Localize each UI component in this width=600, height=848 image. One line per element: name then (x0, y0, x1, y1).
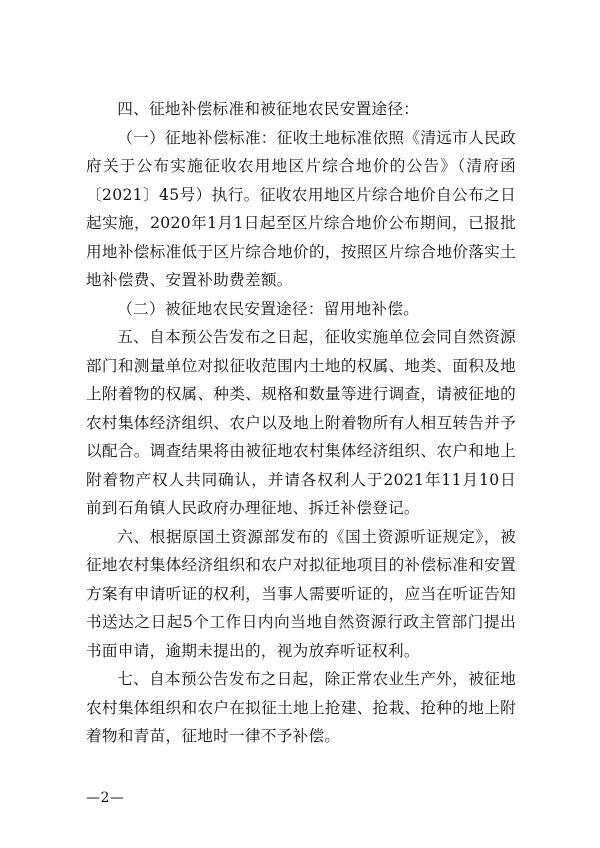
section-six-paragraph: 六、根据原国土资源部发布的《国土资源听证规定》，被征地农村集体经济组织和农户对拟征地项目的补偿标准和安置方案有申请听证的权利，当事人需要听证的，应当在听证告知书送达之日起5个工作日内向当地自然资源行政主管部门提出书面申请，逾期未提出的，视为放弃听证权利。 (86, 527, 516, 660)
section-five-paragraph: 五、自本预公告发布之日起，征收实施单位会同自然资源部门和测量单位对拟征收范围内土地的权属、地类、面积及地上附着物的权属、种类、规格和数量等进行调查，请被征地的农村集体经济组织、农户以及地上附着物所有人相互转告并予以配合。调查结果将由被征地农村集体经济组织、农户和地上附着物产权人共同确认，并请各权利人于2021年11月10日前到石角镇人民政府办理征地、拆迁补偿登记。 (86, 328, 516, 517)
document-body (86, 95, 516, 751)
resettlement-paragraph: （二）被征地农民安置途径：留用地补偿。 (117, 299, 420, 318)
compensation-standard-paragraph: （一）征地补偿标准：征收土地标准依照《清远市人民政府关于公布实施征收农用地区片综合地价的公告》（清府函〔2021〕45号）执行。征收农用地区片综合地价自公布之日起实施，2020年1月1日起至区片综合地价公布期间，已报批用地补偿标准低于区片综合地价的，按照区片综合地价落实土地补偿费、安置补助费差额。 (86, 128, 516, 289)
page-number: —2— (86, 790, 125, 806)
section-seven-paragraph: 七、自本预公告发布之日起，除正常农业生产外，被征地农村集体组织和农户在拟征土地上抢建、抢栽、抢种的地上附着物和青苗，征地时一律不予补偿。 (86, 670, 516, 745)
section-four-heading: 四、征地补偿标准和被征地农民安置途径： (117, 100, 420, 118)
